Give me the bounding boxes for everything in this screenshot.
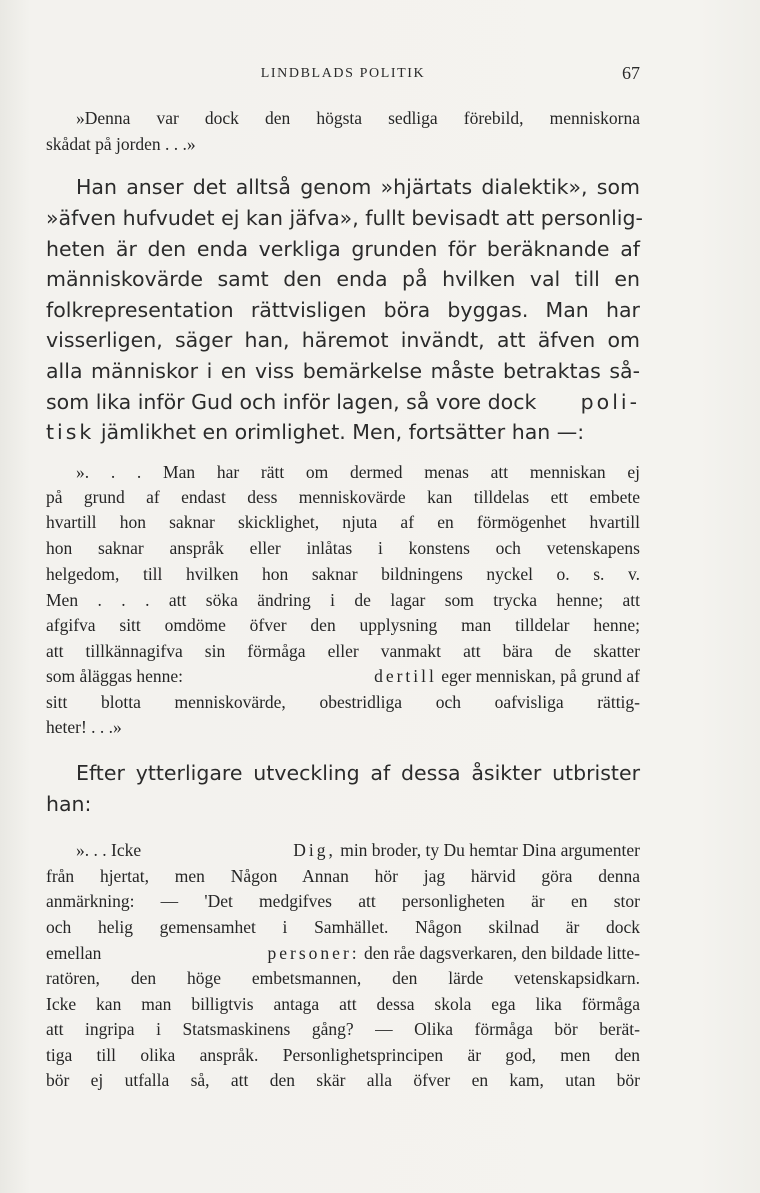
para1-line [46,420,640,444]
quote2-emphasis: dertill [374,666,437,686]
quote3-line: och helig gemensamhet i Samhället. Någon skilnad är dock [46,917,640,937]
quote2-line: helgedom, till hvilken hon saknar bildningens nyckel o. s. v. [46,564,640,584]
para1-line: heten är den enda verkliga grunden för beräknande af [46,237,640,261]
quote2-line: afgifva sitt omdöme öfver den upplysning man tilldelar henne; [46,615,640,635]
running-head: LINDBLADS POLITIK [260,66,426,81]
quote3-line: bör ej utfalla så, att den skär alla öfver en kam, utan bör [46,1070,640,1090]
quote3-line: ratören, den höge embetsmannen, den lärde vetenskapsidkarn. [46,968,640,988]
para1-emphasis: tisk [46,420,95,444]
quote3-emphasis: personer: [267,943,360,963]
quote2-line: Men . . . att söka ändring i de lagar som trycka henne; att [46,590,640,610]
quote3-text: den råe dagsverkaren, den bildade litte- [359,943,640,963]
para1-line: människovärde samt den enda på hvilken val till en [46,267,640,291]
para1-line: alla människor i en viss bemärkelse måste betraktas så- [46,359,640,383]
quote2-line: hvartill hon saknar skicklighet, njuta af en förmögenhet hvartill [46,512,640,532]
para2-line: han: [46,792,92,816]
quote3-line [46,943,640,964]
para1-line: Han anser det alltså genom »hjärtats dialektik», som [76,175,640,199]
para1-text: som lika inför Gud och inför lagen, så vore dock [46,390,537,414]
para1-emphasis: poli- [580,390,640,414]
quote3-line: Icke kan man billigtvis antaga att dessa skola ega lika förmåga [46,994,640,1014]
quote3-text: min broder, ty Du hemtar Dina argumenter [335,840,640,860]
para2-line: Efter ytterligare utveckling af dessa åsikter utbrister [76,761,640,785]
quote2-line: sitt blotta menniskovärde, obestridliga och oafvisliga rättig- [46,692,640,712]
quote2-line: hon saknar anspråk eller inlåtas i konstens och vetenskapens [46,538,640,558]
para1-line: folkrepresentation rättvisligen böra byggas. Man har [46,298,640,322]
quote3-line: att ingripa i Statsmaskinens gång? — Olika förmåga bör berät- [46,1019,640,1039]
quote2-text: eger menniskan, på grund af [436,666,640,686]
quote2-line: att tillkännagifva sin förmåga eller vanmakt att bära de skatter [46,641,640,661]
quote2-line [46,666,640,687]
quote3-text: ». . . Icke [76,840,142,860]
quote2-line: heter! . . .» [46,717,122,737]
para1-line: »äfven hufvudet ej kan jäfva», fullt bevisadt att personlig- [46,206,643,230]
quote3-text: emellan [46,943,102,963]
quote3-line: anmärkning: — 'Det medgifves att personligheten är en stor [46,891,640,911]
quote1-line: »Denna var dock den högsta sedliga förebild, menniskorna [76,108,640,128]
quote3-line: från hjertat, men Någon Annan hör jag härvid göra denna [46,866,640,886]
para1-text: jämlikhet en orimlighet. Men, fortsätter han —: [94,420,585,444]
quote2-line: på grund af endast dess menniskovärde kan tilldelas ett embete [46,487,640,507]
quote3-emphasis: Dig, [293,840,336,860]
page-header [46,63,640,88]
quote3-line [46,840,640,861]
quote2-line: ». . . Man har rätt om dermed menas att menniskan ej [76,462,640,482]
para1-line [46,390,640,414]
para1-line: visserligen, säger han, häremot invändt, att äfven om [46,328,640,352]
page-number: 67 [622,63,640,83]
quote1-line: skådat på jorden . . .» [46,134,196,154]
quote3-line: tiga till olika anspråk. Personlighetsprincipen är god, men den [46,1045,640,1065]
quote2-text: som åläggas henne: [46,666,184,686]
